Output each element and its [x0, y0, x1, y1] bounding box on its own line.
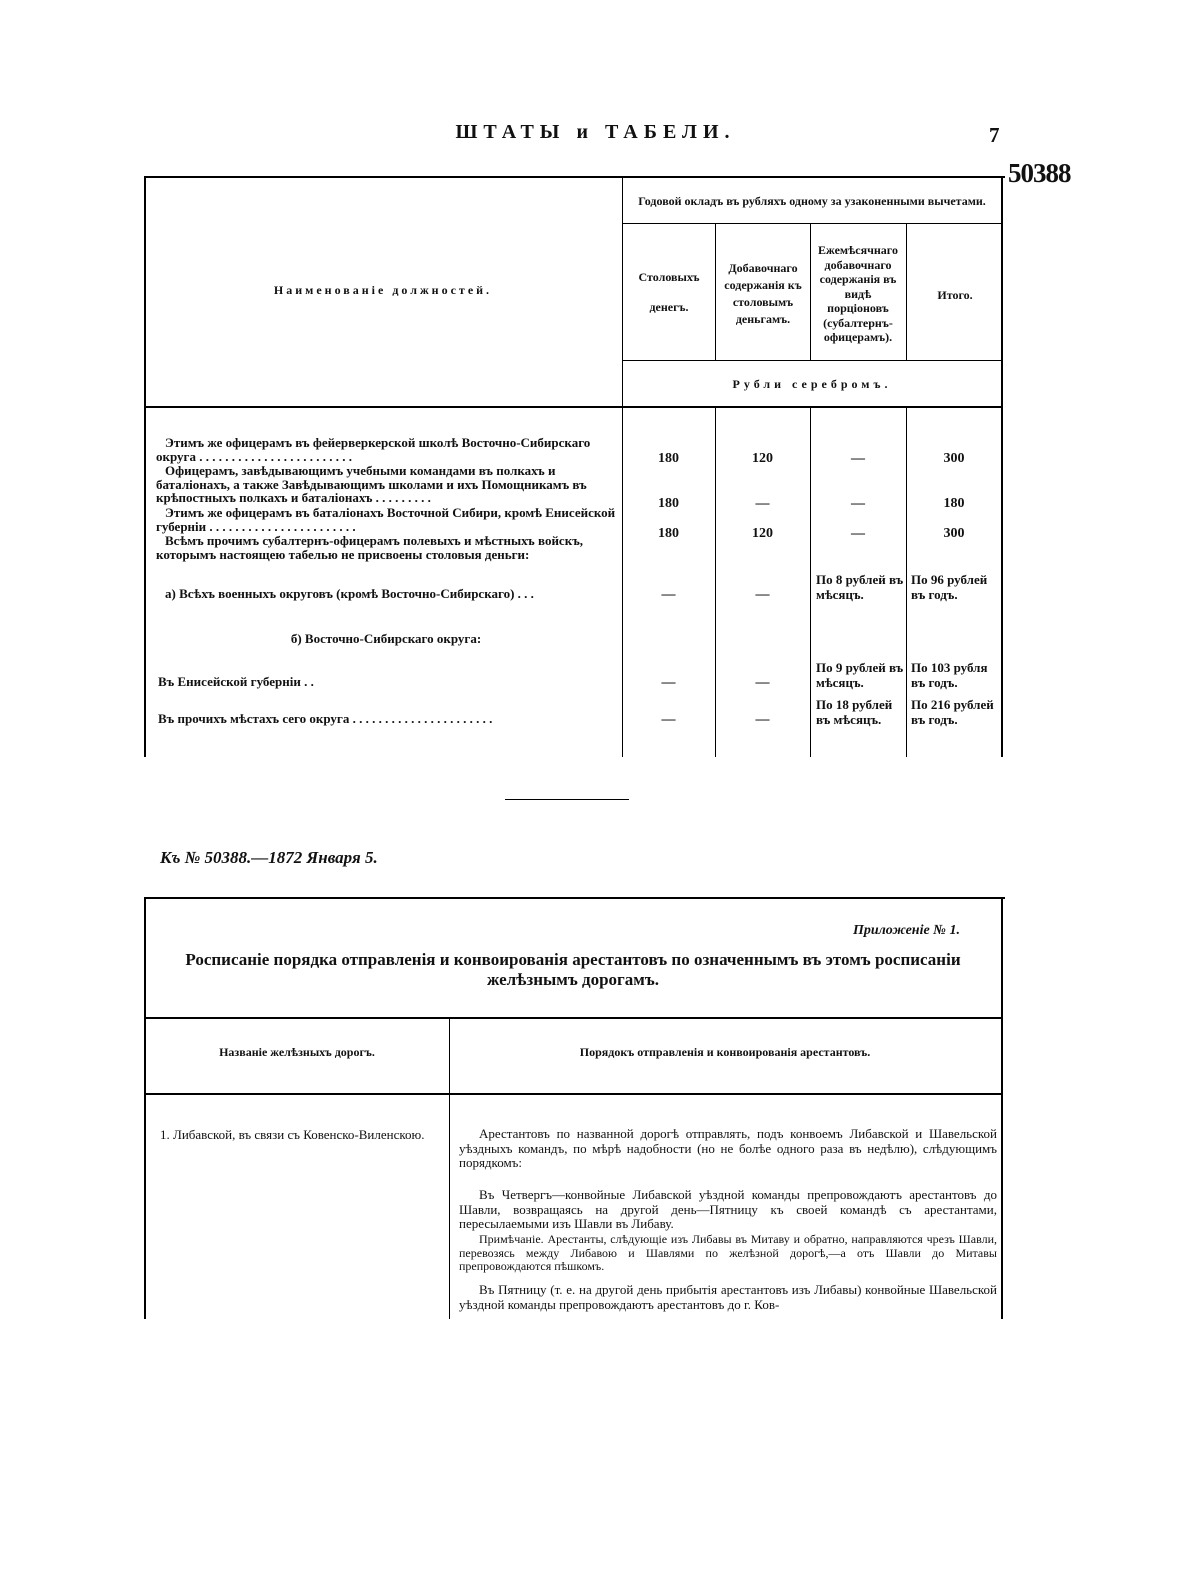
cell-value: 180: [658, 496, 679, 511]
cell-value: 180: [658, 526, 679, 541]
cell-value: —: [755, 496, 770, 511]
cell-value: —: [661, 675, 676, 690]
law-number-stamp: 50388: [1008, 158, 1071, 188]
table-divider: [144, 406, 1002, 408]
cell-value: —: [661, 712, 676, 727]
cell-value: По 96 рублей въ годъ.: [911, 572, 988, 602]
unit-header: Рубли серебромъ.: [732, 376, 892, 391]
table-divider: [144, 1017, 1002, 1019]
appendix-label: Приложеніе № 1.: [852, 923, 960, 938]
cell-value: —: [851, 526, 865, 541]
cell-value: —: [755, 587, 770, 602]
cell-value: —: [755, 712, 770, 727]
row-label: Офицерамъ, завѣдывающимъ учебными командами въ полкахъ и баталіонахъ, а также Завѣдывающимъ школами и ихъ Помощникамъ въ крѣпостныхъ полкахъ и баталіонахъ . . . . . . . . .: [156, 463, 587, 506]
cell-value: —: [851, 496, 865, 511]
column-header-porcion: Ежемѣсячнаго добавочнаго содержанія въ видѣ порціоновъ (субалтернъ-офицерамъ).: [818, 243, 898, 345]
procedure-paragraph: Въ Пятницу (т. е. на другой день прибытія арестантовъ изъ Либавы) конвойные Шавельской уѣздной команды препровождаютъ арестантовъ до г. Ков-: [459, 1282, 997, 1312]
column-header-dobavochnoe: Добавочнаго содержанія къ столовымъ деньгамъ.: [724, 261, 802, 326]
cell-value: 300: [943, 526, 965, 541]
schedule-title: Росписаніе порядка отправленія и конвоированія арестантовъ по означеннымъ въ этомъ росписаніи желѣзнымъ дорогамъ.: [185, 950, 961, 989]
table-divider: [449, 1017, 450, 1319]
cell-value: По 103 рубля въ годъ.: [911, 660, 988, 690]
procedure-paragraph: Въ Четвергъ—конвойные Либавской уѣздной команды препровождаютъ арестантовъ до Шавли, возвращаясь на другой день—Пятницу къ своей командѣ съ арестантами, пересылаемыми изъ Шавли въ Либаву.: [459, 1187, 997, 1231]
road-name: 1. Либавской, въ связи съ Ковенско-Виленскою.: [160, 1127, 425, 1142]
table-border-top: [144, 897, 1005, 899]
page-title: ШТАТЫ и ТАБЕЛИ.: [455, 121, 736, 143]
cell-value: 300: [943, 451, 965, 466]
table-border-left: [144, 897, 146, 1319]
column-header-total: Итого.: [937, 287, 973, 302]
table-border-top: [144, 176, 1005, 178]
cell-value: По 216 рублей въ годъ.: [911, 697, 994, 727]
cell-value: По 8 рублей въ мѣсяцъ.: [816, 572, 904, 602]
position-column-header: Наименованіе должностей.: [273, 282, 493, 297]
cell-value: —: [661, 587, 676, 602]
procedure-paragraph: Арестантовъ по названной дорогѣ отправлять, подъ конвоемъ Либавской и Шавельской уѣздныхъ командъ, по мѣрѣ надобности (но не болѣе одного раза въ недѣлю), слѣдующимъ порядкомъ:: [459, 1126, 997, 1170]
cell-value: По 9 рублей въ мѣсяцъ.: [816, 660, 904, 690]
table-border-left: [144, 176, 146, 757]
table-border-right: [1001, 897, 1003, 1319]
column-header-roads: Названіе желѣзныхъ дорогъ.: [219, 1045, 375, 1059]
table-divider: [810, 223, 811, 360]
cell-value: —: [851, 451, 865, 466]
table-divider: [715, 223, 716, 360]
row-label: Въ прочихъ мѣстахъ сего округа . . . . . . . . . . . . . . . . . . . . . .: [158, 711, 493, 726]
row-label: Въ Енисейской губерніи . .: [158, 674, 314, 689]
table-divider: [622, 223, 1002, 224]
page-number: 7: [989, 123, 1000, 147]
cell-value: 180: [658, 451, 679, 466]
cell-value: 120: [752, 526, 773, 541]
column-header-procedure: Порядокъ отправленія и конвоированія арестантовъ.: [579, 1045, 871, 1059]
section-separator: [505, 799, 629, 800]
cell-value: 120: [752, 451, 773, 466]
row-label: б) Восточно-Сибирскаго округа:: [290, 631, 482, 646]
procedure-note: Примѣчаніе. Арестанты, слѣдующіе изъ Либавы въ Митаву и обратно, направляются чрезъ Шавли, перевозясь между Либавою и Шавлями по желѣзной дорогѣ,—а отъ Шавли до Митавы препровождаются пѣшкомъ.: [459, 1232, 997, 1273]
cell-value: По 18 рублей въ мѣсяцъ.: [816, 697, 893, 727]
document-reference: Къ № 50388.—1872 Января 5.: [160, 848, 378, 867]
cell-value: 180: [943, 496, 965, 511]
table-divider: [144, 1093, 1002, 1095]
column-header-stolovye: Столовыхъ денегъ.: [638, 270, 700, 314]
row-label: Этимъ же офицерамъ въ баталіонахъ Восточной Сибири, кромѣ Енисейской губерніи . . . . . . . . . . . . . . . . . . . . . . .: [156, 505, 616, 534]
row-label: Всѣмъ прочимъ субалтернъ-офицерамъ полевыхъ и мѣстныхъ войскъ, которымъ настоящею табелью не присвоены столовыя деньги:: [156, 533, 584, 562]
cell-value: —: [755, 675, 770, 690]
row-label: Этимъ же офицерамъ въ фейерверкерской школѣ Восточно-Сибирскаго округа . . . . . . . . . . . . . . . . . . . . . . . .: [156, 435, 591, 464]
row-label: а) Всѣхъ военныхъ округовъ (кромѣ Восточно-Сибирскаго) . . .: [165, 586, 534, 601]
table-divider: [622, 360, 1002, 361]
group-header: Годовой окладъ въ рубляхъ одному за узаконенными вычетами.: [638, 193, 986, 208]
table-divider: [906, 223, 907, 360]
